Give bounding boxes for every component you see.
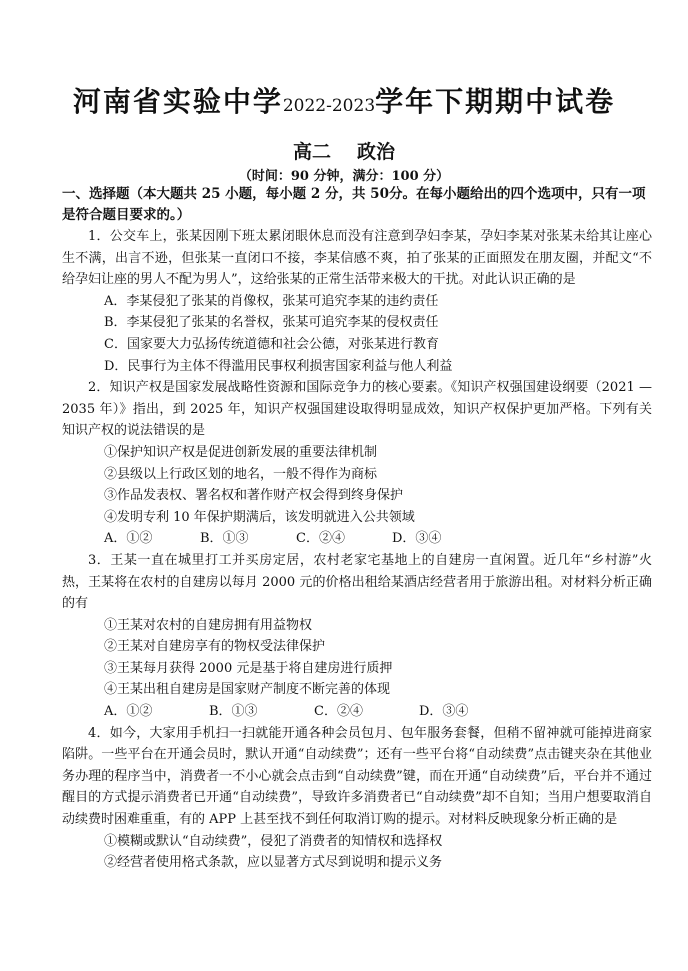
exam-subtitle: [0, 137, 688, 164]
title-school: 河南省实验中学: [72, 85, 283, 118]
subject-label: 政治: [357, 141, 396, 163]
question-3-choice-d: D．③④: [419, 704, 469, 720]
question-3-choices: [62, 701, 652, 723]
grade-label: 高二: [292, 141, 331, 163]
question-3-item-2: ②王某对自建房享有的物权受法律保护: [104, 639, 326, 655]
questions-content: [62, 226, 652, 874]
question-2-item-3: ③作品发表权、署名权和著作财产权会得到终身保护: [104, 488, 404, 504]
question-2-choice-b: B．①③: [200, 531, 249, 547]
question-3-choice-b: B．①③: [209, 704, 258, 720]
title-term: 学年下期期中试卷: [375, 85, 616, 118]
section-heading: 一、选择题（本大题共 25 小题，每小题 2 分，共 50分。在每小题给出的四个选项中，只有一项是符合题目要求的。）: [62, 186, 646, 223]
question-3-item-1: ①王某对农村的自建房拥有用益物权: [104, 617, 313, 633]
question-3-item-4: ④王某出租自建房是国家财产制度不断完善的体现: [104, 682, 391, 698]
question-2-choices: [62, 528, 652, 550]
question-2-choice-a: A．①②: [104, 531, 153, 547]
question-2-item-4: ④发明专利 10 年保护期满后，该发明就进入公共领域: [104, 509, 415, 525]
question-3-choice-c: C．②④: [314, 704, 363, 720]
question-1-stem: 1．公交车上，张某因刚下班太累闭眼休息而没有注意到孕妇李某，孕妇李某对张某未给其让座心生不满，出言不逊，但张某一直闭口不接，李某信感不爽，拍了张某的正面照发在朋友圈，并配文“不给孕妇让座的男人不配为男人”，这给张某的正常生活带来极大的干扰。对此认识正确的是: [62, 229, 652, 288]
question-1-option-b: B．李某侵犯了张某的名誉权，张某可追究李某的侵权责任: [104, 315, 439, 331]
question-4-item-2: ②经营者使用格式条款，应以显著方式尽到说明和提示义务: [104, 855, 443, 871]
question-2-item-1: ①保护知识产权是促进创新发展的重要法律机制: [104, 444, 378, 460]
question-2-choice-d: D．③④: [392, 531, 442, 547]
question-2-item-2: ②县级以上行政区划的地名，一般不得作为商标: [104, 466, 378, 482]
question-3-choice-a: A．①②: [104, 704, 153, 720]
question-4-item-1: ①模糊或默认“自动续费”，侵犯了消费者的知情权和选择权: [104, 833, 443, 849]
question-3-stem: 3．王某一直在城里打工并买房定居，农村老家宅基地上的自建房一直闲置。近几年“乡村游”火热，王某将在农村的自建房以每月 2000 元的价格出租给某酒店经营者用于旅游出租。对材料分析正确的有: [62, 552, 652, 612]
question-2-choice-c: C．②④: [296, 531, 345, 547]
question-1-option-d: D．民事行为主体不得滥用民事权利损害国家利益与他人利益: [104, 358, 453, 374]
title-year: 2022-2023: [282, 96, 376, 116]
question-4-stem: 4．如今，大家用手机扫一扫就能开通各种会员包月、包年服务套餐，但稍不留神就可能掉进商家陷阱。一些平台在开通会员时，默认开通“自动续费”；还有一些平台将“自动续费”点击键夹杂在其他业务办理的程序当中，消费者一不小心就会点击到“自动续费”键，而在开通“自动续费”后，平台并不通过醒目的方式提示消费者已开通“自动续费”，导致许多消费者已“自动续费”却不自知；当用户想要取消自动续费时困难重重，有的 APP 上甚至找不到任何取消订购的提示。对材料反映现象分析正确的是: [62, 725, 652, 828]
question-1-option-a: A．李某侵犯了张某的肖像权，张某可追究李某的违约责任: [104, 293, 439, 309]
time-info: （时间：90 分钟，满分：100 分）: [238, 169, 450, 184]
question-2-stem: 2．知识产权是国家发展战略性资源和国际竞争力的核心要素。《知识产权强国建设纲要（2021 — 2035 年）》指出，到 2025 年，知识产权强国建设取得明显成效，知识产权保护更加严格。下列有关知识产权的说法错误的是: [62, 380, 652, 439]
question-1-option-c: C．国家要大力弘扬传统道德和社会公德，对张某进行教育: [104, 336, 439, 352]
exam-title: [0, 80, 688, 120]
question-3-item-3: ③王某每月获得 2000 元是基于将自建房进行质押: [104, 660, 393, 676]
